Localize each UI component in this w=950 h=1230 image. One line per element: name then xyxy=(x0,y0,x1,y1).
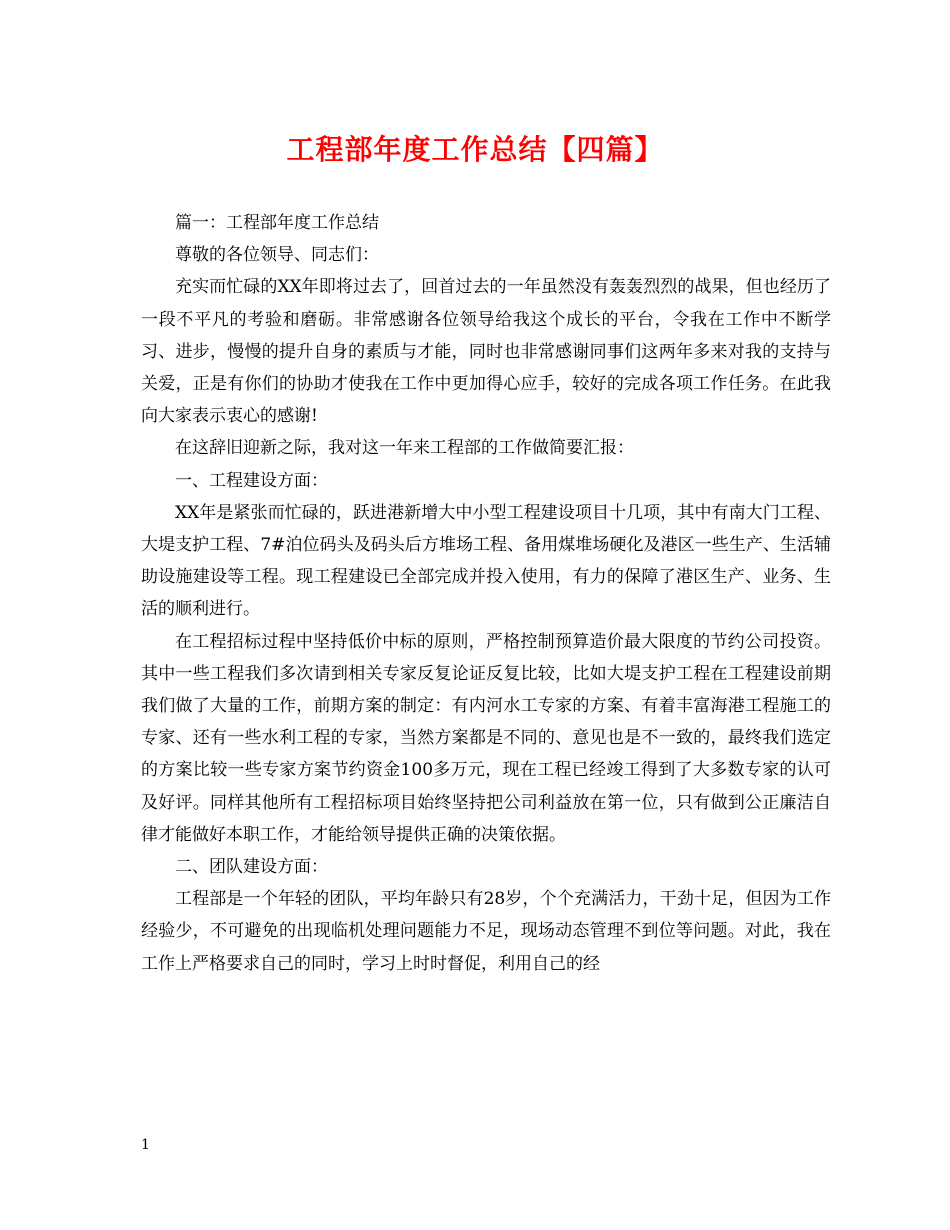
body-paragraph: 在工程招标过程中坚持低价中标的原则，严格控制预算造价最大限度的节约公司投资。其中一些工程我们多次请到相关专家反复论证反复比较，比如大堤支护工程在工程建设前期我们做了大量的工作，前期方案的制定：有内河水工专家的方案、有着丰富海港工程施工的专家、还有一些水利工程的专家，当然方案都是不同的、意见也是不一致的，最终我们选定的方案比较一些专家方案节约资金100多万元，现在工程已经竣工得到了大多数专家的认可及好评。同样其他所有工程招标项目始终坚持把公司利益放在第一位，只有做到公正廉洁自律才能做好本职工作，才能给领导提供正确的决策依据。 xyxy=(141,631,831,845)
document-title: 工程部年度工作总结【四篇】 xyxy=(286,133,664,166)
page-number: 1 xyxy=(141,1137,150,1153)
body-paragraph: 在这辞旧迎新之际，我对这一年来工程部的工作做简要汇报： xyxy=(175,438,634,459)
body-paragraph: 工程部是一个年轻的团队，平均年龄只有28岁，个个充满活力，干劲十足，但因为工作经验少，不可避免的出现临机处理问题能力不足，现场动态管理不到位等问题。对此，我在工作上严格要求自己的同时，学习上时时督促，利用自己的经 xyxy=(141,889,831,974)
document-body xyxy=(141,207,831,980)
subsection-heading: 一、工程建设方面： xyxy=(175,470,328,491)
section-heading: 篇一：工程部年度工作总结 xyxy=(175,213,379,233)
body-paragraph: 充实而忙碌的XX年即将过去了，回首过去的一年虽然没有轰轰烈烈的战果，但也经历了一段不平凡的考验和磨砺。非常感谢各位领导给我这个成长的平台，令我在工作中不断学习、进步，慢慢的提升自身的素质与才能，同时也非常感谢同事们这两年多来对我的支持与关爱，正是有你们的协助才使我在工作中更加得心应手，较好的完成各项工作任务。在此我向大家表示衷心的感谢! xyxy=(141,277,831,427)
subsection-heading: 二、团队建设方面： xyxy=(175,857,328,878)
salutation: 尊敬的各位领导、同志们： xyxy=(175,245,379,266)
body-paragraph: XX年是紧张而忙碌的，跃进港新增大中小型工程建设项目十几项，其中有南大门工程、大堤支护工程、7#泊位码头及码头后方堆场工程、备用煤堆场硬化及港区一些生产、生活辅助设施建设等工程。现工程建设已全部完成并投入使用，有力的保障了港区生产、业务、生活的顺利进行。 xyxy=(141,502,831,620)
